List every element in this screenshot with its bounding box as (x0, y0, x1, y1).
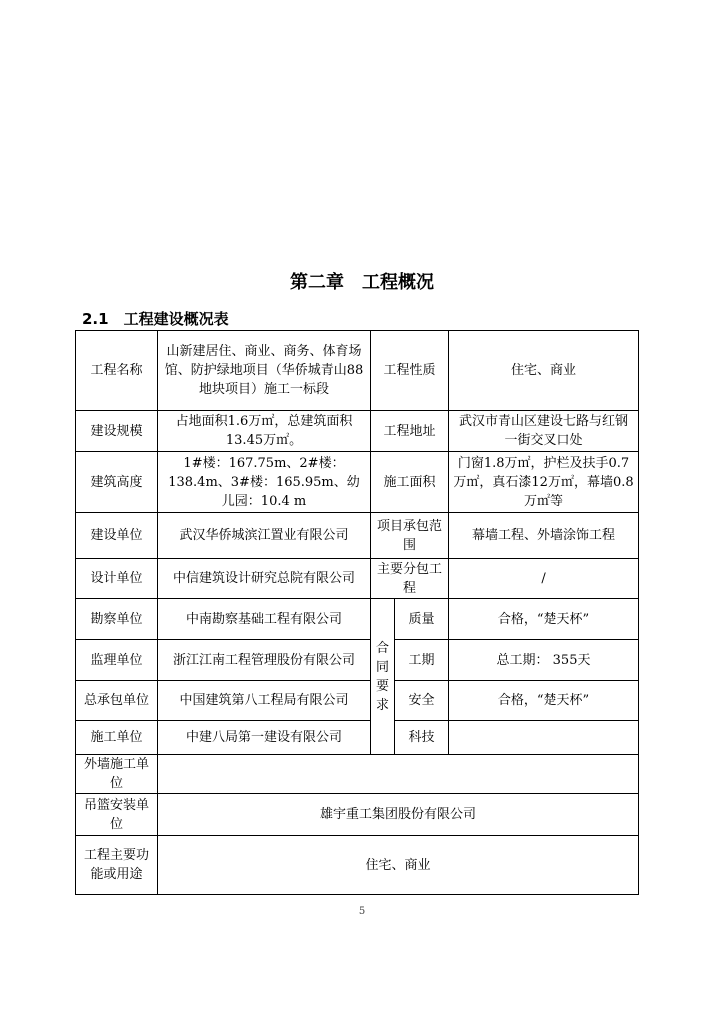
value-cell: 雄宇重工集团股份有限公司 (158, 794, 639, 836)
table-row (76, 681, 639, 721)
table-row (76, 411, 639, 452)
value-cell: 合格，“楚天杯” (449, 599, 639, 640)
label-cell: 建筑高度 (76, 452, 158, 513)
table-row (76, 640, 639, 681)
value-cell (449, 721, 639, 755)
contract-requirements-cell: 合同要求 (371, 599, 395, 755)
label-cell: 吊篮安装单位 (76, 794, 158, 836)
value-cell: 中南勘察基础工程有限公司 (158, 599, 371, 640)
table-row (76, 721, 639, 755)
value-cell: 武汉市青山区建设七路与红钢一街交叉口处 (449, 411, 639, 452)
value-cell: 浙江江南工程管理股份有限公司 (158, 640, 371, 681)
table-row (76, 755, 639, 794)
value-cell: 门窗1.8万㎡，护栏及扶手0.7万㎡，真石漆12万㎡，幕墙0.8万㎡等 (449, 452, 639, 513)
section-title: 2.1 工程建设概况表 (82, 310, 229, 328)
value-cell: 总工期： 355天 (449, 640, 639, 681)
table-row (76, 836, 639, 895)
value-cell: 合格，“楚天杯” (449, 681, 639, 721)
value-cell (158, 755, 639, 794)
label-cell: 主要分包工程 (371, 559, 449, 599)
label-cell: 工程性质 (371, 331, 449, 411)
label-cell: 质量 (395, 599, 449, 640)
value-cell: 中建八局第一建设有限公司 (158, 721, 371, 755)
table-row (76, 452, 639, 513)
label-cell: 施工面积 (371, 452, 449, 513)
label-cell: 勘察单位 (76, 599, 158, 640)
chapter-title: 第二章 工程概况 (290, 272, 434, 293)
table-row (76, 331, 639, 411)
table-row (76, 513, 639, 559)
value-cell: 占地面积1.6万㎡，总建筑面积13.45万㎡。 (158, 411, 371, 452)
label-cell: 工程名称 (76, 331, 158, 411)
value-cell: 住宅、商业 (449, 331, 639, 411)
value-cell: 中信建筑设计研究总院有限公司 (158, 559, 371, 599)
label-cell: 总承包单位 (76, 681, 158, 721)
label-cell: 安全 (395, 681, 449, 721)
table-row (76, 559, 639, 599)
value-cell: 武汉华侨城滨江置业有限公司 (158, 513, 371, 559)
label-cell: 建设规模 (76, 411, 158, 452)
label-cell: 监理单位 (76, 640, 158, 681)
table-row (76, 794, 639, 836)
label-cell: 施工单位 (76, 721, 158, 755)
value-cell: 山新建居住、商业、商务、体育场馆、防护绿地项目（华侨城青山88地块项目）施工一标段 (158, 331, 371, 411)
value-cell: 住宅、商业 (158, 836, 639, 895)
label-cell: 科技 (395, 721, 449, 755)
label-cell: 工程地址 (371, 411, 449, 452)
label-cell: 工程主要功能或用途 (76, 836, 158, 895)
label-cell: 工期 (395, 640, 449, 681)
value-cell: 中国建筑第八工程局有限公司 (158, 681, 371, 721)
value-cell: / (449, 559, 639, 599)
value-cell: 1#楼：167.75m、2#楼：138.4m、3#楼：165.95m、幼儿园：10.4 m (158, 452, 371, 513)
label-cell: 外墙施工单位 (76, 755, 158, 794)
table-row (76, 599, 639, 640)
label-cell: 项目承包范围 (371, 513, 449, 559)
label-cell: 建设单位 (76, 513, 158, 559)
page-number: 5 (358, 906, 366, 917)
label-cell: 设计单位 (76, 559, 158, 599)
project-overview-table (75, 330, 639, 895)
value-cell: 幕墙工程、外墙涂饰工程 (449, 513, 639, 559)
